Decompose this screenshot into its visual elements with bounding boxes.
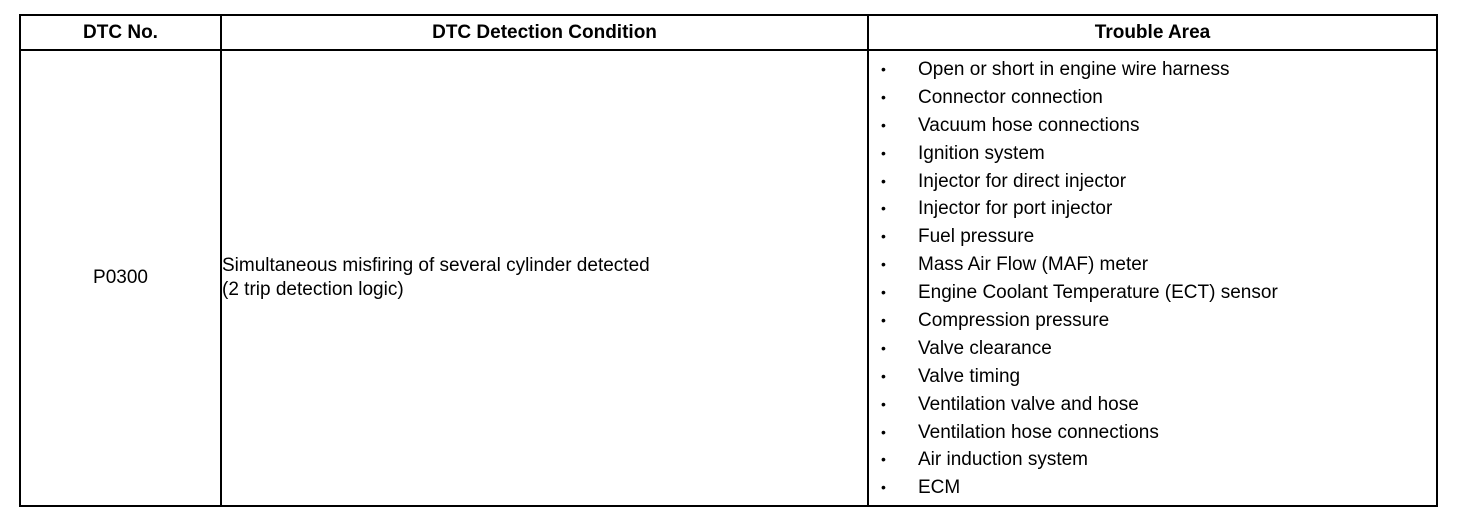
condition-line: (2 trip detection logic) [222,279,404,300]
table-body [20,50,1437,506]
list-item [869,446,1436,474]
dtc-table [19,14,1438,507]
bullet-icon: • [881,367,886,384]
trouble-area-text: ECM [918,477,961,499]
table-row [20,50,1437,506]
list-item [869,363,1436,391]
header-detection-condition: DTC Detection Condition [221,15,868,50]
bullet-icon: • [881,339,886,356]
table-header [20,15,1437,50]
trouble-area-text: Ventilation hose connections [918,421,1159,443]
detection-condition [221,50,868,506]
list-item [869,56,1436,84]
trouble-area-text: Vacuum hose connections [918,114,1140,136]
trouble-area-text: Ignition system [918,142,1045,164]
trouble-area-text: Valve clearance [918,337,1052,359]
list-item [869,84,1436,112]
bullet-icon: • [881,256,886,273]
bullet-icon: • [881,423,886,440]
bullet-icon: • [881,479,886,496]
bullet-icon: • [881,312,886,329]
list-item [869,279,1436,307]
bullet-icon: • [881,116,886,133]
list-item [869,335,1436,363]
list-item [869,140,1436,168]
trouble-area-cell [868,50,1437,506]
trouble-area-text: Valve timing [918,365,1021,387]
header-trouble-area: Trouble Area [868,15,1437,50]
list-item [869,307,1436,335]
bullet-icon: • [881,172,886,189]
trouble-area-text: Injector for port injector [918,198,1113,220]
trouble-area-text: Fuel pressure [918,226,1035,248]
list-item [869,195,1436,223]
bullet-icon: • [881,144,886,161]
trouble-area-text: Mass Air Flow (MAF) meter [918,254,1149,276]
bullet-icon: • [881,395,886,412]
list-item [869,112,1436,140]
trouble-area-text: Compression pressure [918,310,1110,332]
list-item [869,391,1436,419]
trouble-area-text: Injector for direct injector [918,170,1127,192]
trouble-area-text: Ventilation valve and hose [918,393,1139,415]
bullet-icon: • [881,88,886,105]
trouble-area-text: Connector connection [918,86,1103,108]
header-row [20,15,1437,50]
trouble-area-text: Engine Coolant Temperature (ECT) sensor [918,282,1278,304]
trouble-area-text: Air induction system [918,449,1089,471]
condition-line: Simultaneous misfiring of several cylinder detected [222,255,650,276]
list-item [869,474,1436,502]
list-item [869,419,1436,447]
header-dtc-no: DTC No. [20,15,221,50]
bullet-icon: • [881,61,886,77]
list-item [869,223,1436,251]
trouble-area-list [869,51,1436,502]
list-item [869,251,1436,279]
list-item [869,168,1436,196]
bullet-icon: • [881,451,886,468]
trouble-area-text: Open or short in engine wire harness [918,59,1230,80]
bullet-icon: • [881,284,886,301]
bullet-icon: • [881,200,886,217]
bullet-icon: • [881,228,886,245]
dtc-code: P0300 [20,50,221,506]
